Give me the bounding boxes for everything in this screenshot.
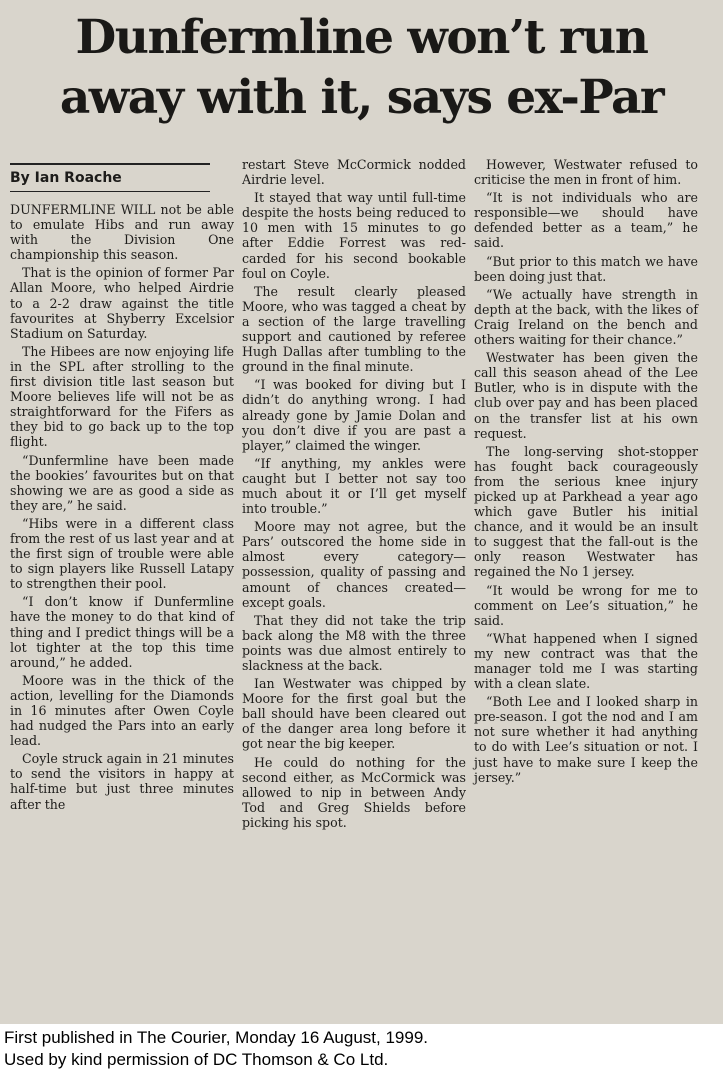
paragraph: “I don’t know if Dunfermline have the money to do that kind of thing and I predict things will be a lot tighter at the top this time around,” he added. — [10, 594, 234, 670]
headline — [0, 0, 723, 128]
caption-line-2: Used by kind permission of DC Thomson & Co Ltd. — [4, 1050, 389, 1069]
paragraph: “If anything, my ankles were caught but I better not say too much about it or I’ll get myself into trouble.” — [242, 455, 466, 517]
column-3 — [470, 157, 702, 833]
paragraph: He could do nothing for the second either, as McCormick was allowed to nip in between Andy Tod and Greg Shields before picking his spot. — [242, 754, 466, 830]
paragraph: Moore may not agree, but the Pars’ outscored the home side in almost every category—possession, quality of passing and amount of chances created—except goals. — [242, 519, 466, 610]
paragraph: “Dunfermline have been made the bookies’ favourites but on that showing we are as good a side as they are,” he said. — [10, 452, 234, 513]
paragraph: The result clearly pleased Moore, who was tagged a cheat by a section of the large travelling support and cautioned by referee Hugh Dallas after tumbling to the ground in the final minute. — [242, 283, 466, 375]
paragraph: Coyle struck again in 21 minutes to send the visitors in happy at half-time but just three minutes after the — [10, 751, 234, 812]
byline: By Ian Roache — [10, 163, 210, 192]
paragraph: Westwater has been given the call this season ahead of the Lee Butler, who is in dispute with the club over pay and has been placed on the transfer list at his own request. — [474, 350, 698, 441]
headline-line-1: Dunfermline won’t run — [75, 10, 648, 65]
paragraph: “I was booked for diving but I didn’t do anything wrong. I had already gone by Jamie Dolan and you don’t dive if you are past a player,” claimed the winger. — [242, 377, 466, 453]
paragraph: That is the opinion of former Par Allan Moore, who helped Airdrie to a 2-2 draw against the title favourites at Shyberry Excelsior Stadium on Saturday. — [10, 265, 234, 341]
paragraph: “What happened when I signed my new contract was that the manager told me I was starting with a clean slate. — [474, 630, 698, 692]
caption — [4, 1027, 719, 1071]
paragraph: “But prior to this match we have been doing just that. — [474, 253, 698, 284]
paragraph: Moore was in the thick of the action, levelling for the Diamonds in 16 minutes after Owen Coyle had nudged the Pars into an early lead. — [10, 672, 234, 749]
paragraph: “Both Lee and I looked sharp in pre-season. I got the nod and I am not sure whether it had anything to do with Lee’s situation or not. I just have to make sure I keep the jersey.” — [474, 694, 698, 785]
column-2 — [238, 157, 470, 833]
paragraph: “Hibs were in a different class from the rest of us last year and at the first sign of trouble were able to sign players like Russell Latapy to strengthen their pool. — [10, 515, 234, 592]
paragraph: “It would be wrong for me to comment on Lee’s situation,” he said. — [474, 582, 698, 628]
article-body — [6, 157, 718, 833]
paragraph: However, Westwater refused to criticise the men in front of him. — [474, 157, 698, 188]
paragraph: restart Steve McCormick nodded Airdrie level. — [242, 157, 466, 188]
caption-line-1: First published in The Courier, Monday 16 August, 1999. — [4, 1028, 428, 1047]
column-1 — [6, 157, 238, 833]
paragraph: The long-serving shot-stopper has fought back courageously from the serious knee injury picked up at Parkhead a year ago which gave Butler his initial chance, and it would be an insult to suggest that the fall-out is the only reason Westwater has regained the No 1 jersey. — [474, 443, 698, 580]
paragraph: “We actually have strength in depth at the back, with the likes of Craig Ireland on the bench and others waiting for their chance.” — [474, 286, 698, 348]
paragraph: DUNFERMLINE WILL not be able to emulate Hibs and run away with the Division One championship this season. — [10, 202, 234, 263]
paragraph: The Hibees are now enjoying life in the SPL after strolling to the first division title last season but Moore believes life will not be as straightforward for the Fifers as they bid to go back up to the top flight. — [10, 343, 234, 450]
headline-line-2: away with it, says ex-Par — [59, 70, 664, 125]
paragraph: It stayed that way until full-time despite the hosts being reduced to 10 men with 15 minutes to go after Eddie Forrest was red-carded for his second bookable foul on Coyle. — [242, 190, 466, 281]
paragraph: That they did not take the trip back along the M8 with the three points was due almost entirely to slackness at the back. — [242, 612, 466, 673]
paragraph: “It is not individuals who are responsible—we should have defended better as a team,” he said. — [474, 190, 698, 251]
paragraph: Ian Westwater was chipped by Moore for the first goal but the ball should have been cleared out of the danger area long before it got near the big keeper. — [242, 676, 466, 752]
